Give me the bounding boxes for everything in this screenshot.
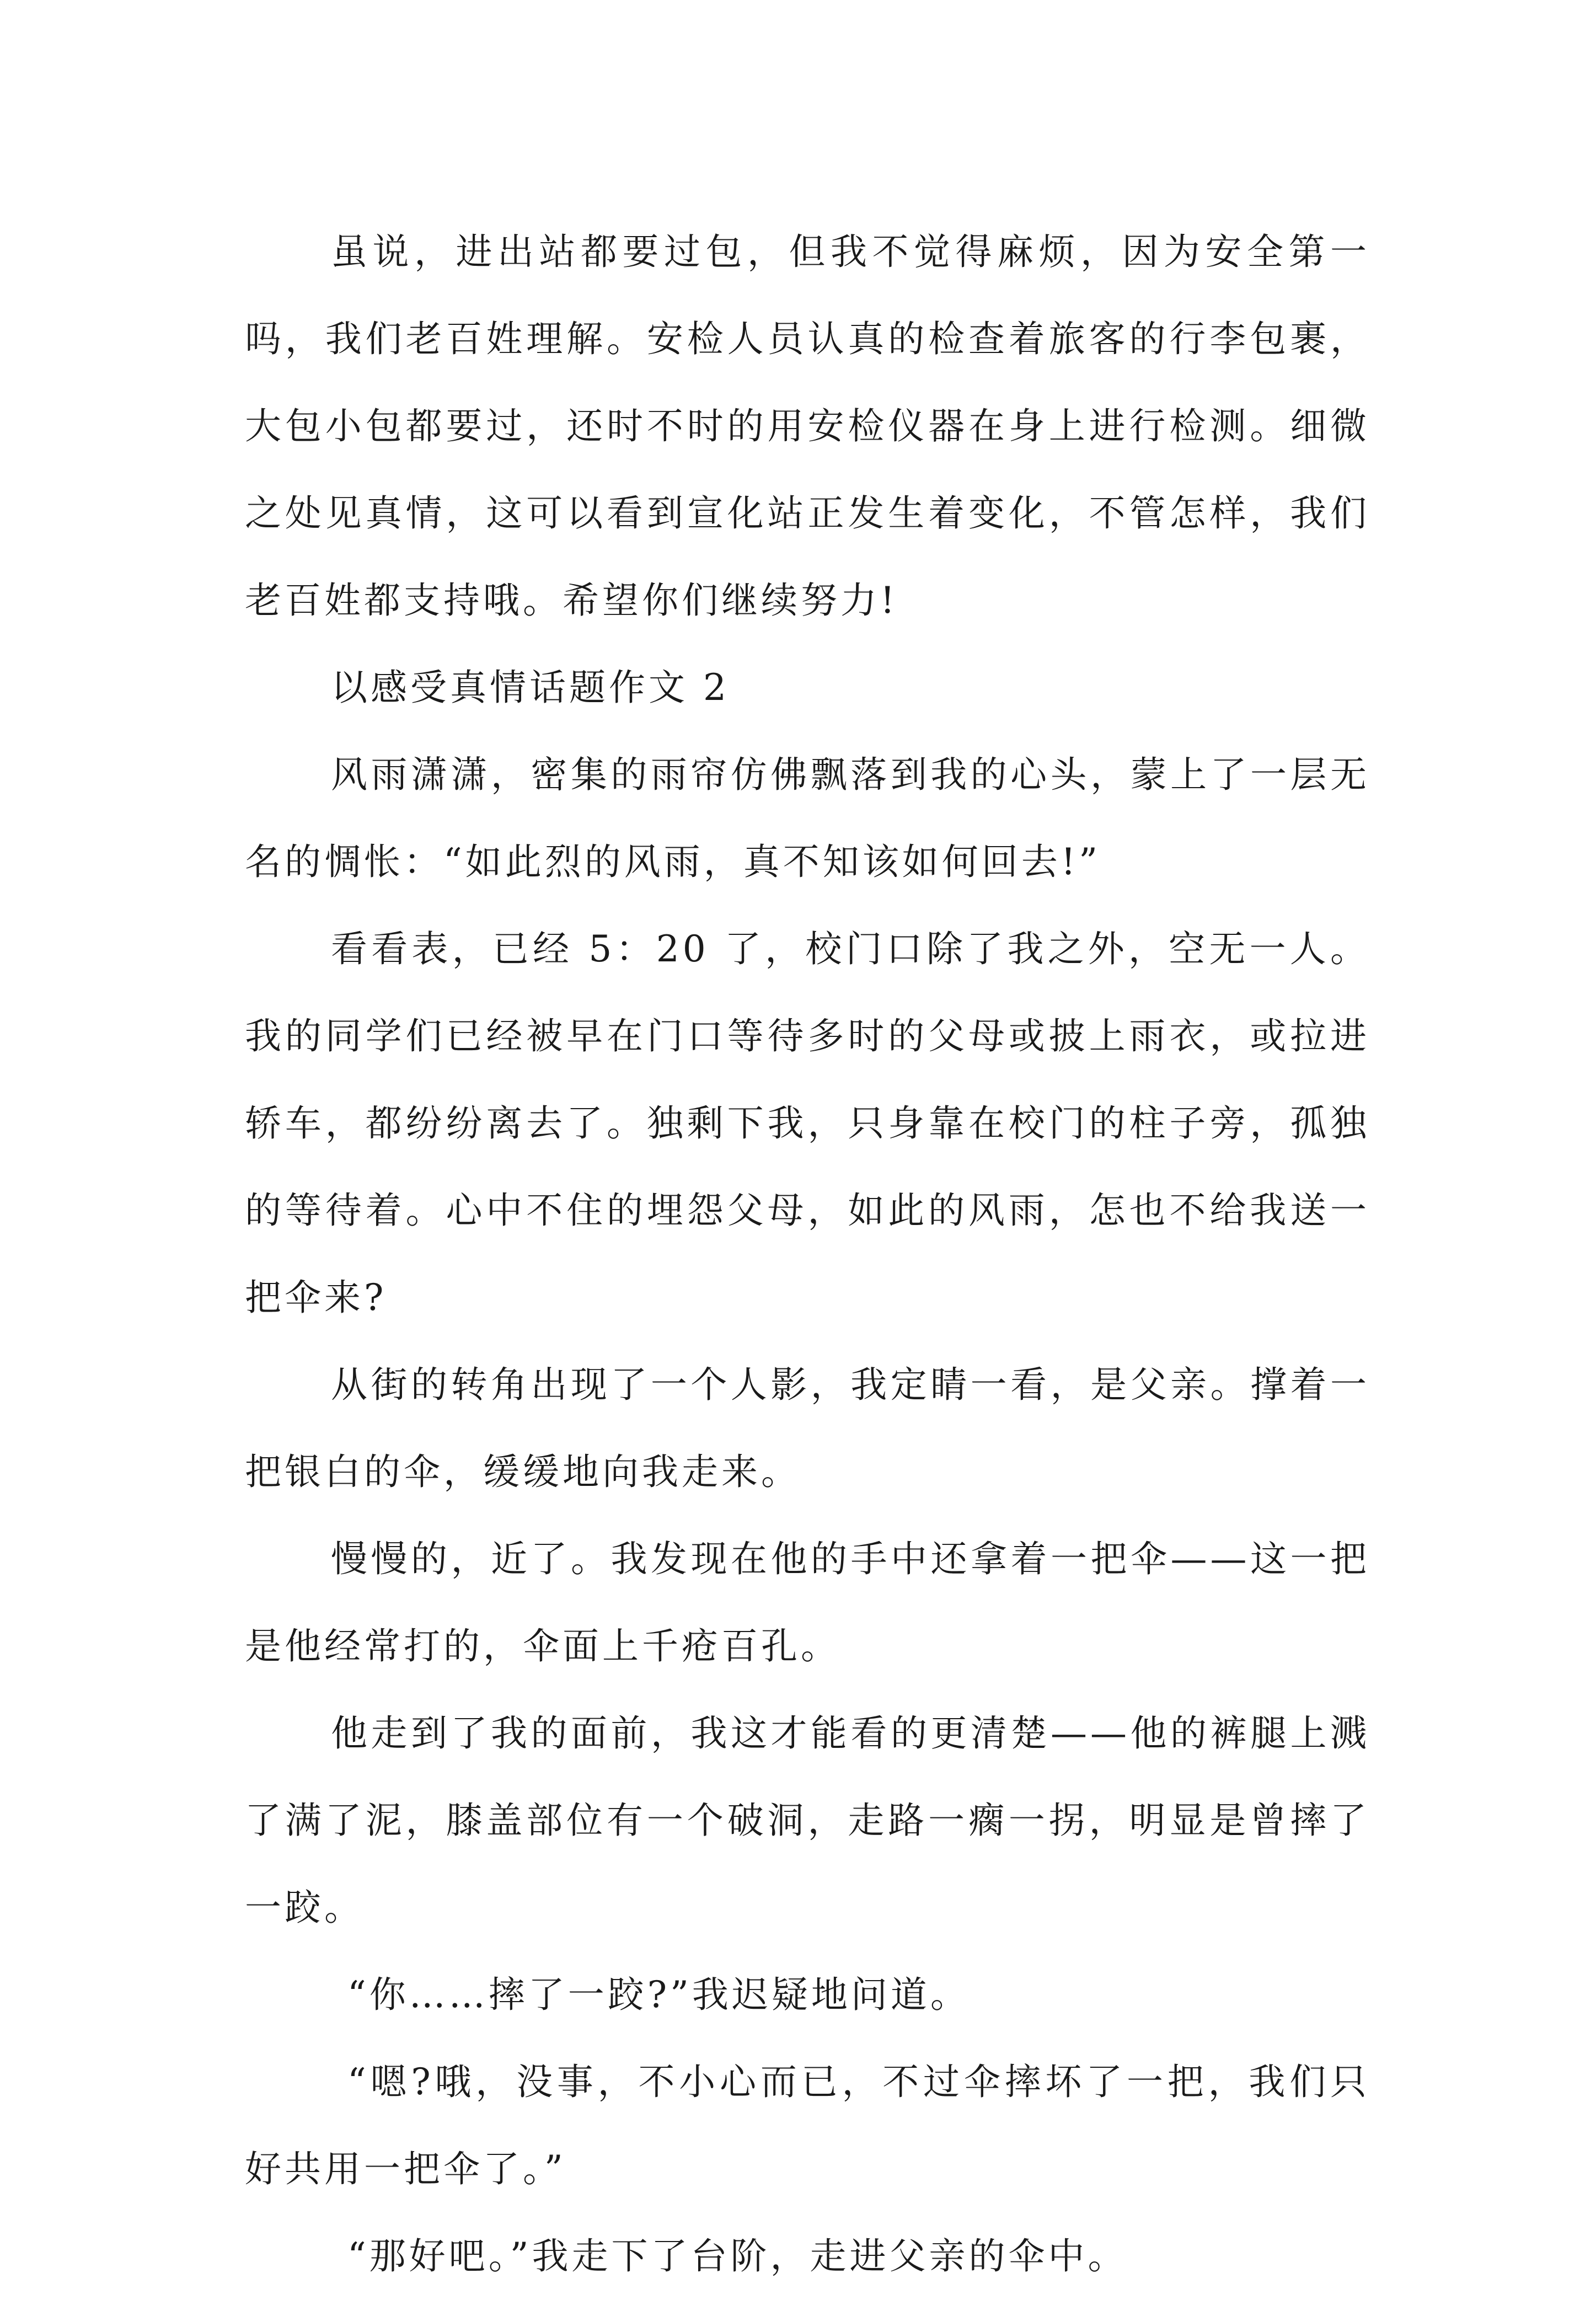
dialog-line-reply: “那好吧。”我走下了台阶，走进父亲的伞中。 xyxy=(347,2235,1128,2277)
essay-heading: 以感受真情话题作文 2 xyxy=(331,666,730,709)
document-body xyxy=(245,208,1370,2300)
paragraph-waiting: 看看表，已经 5：20 了，校门口除了我之外，空无一人。我的同学们已经被早在门口等待多时的父母或披上雨衣，或拉进轿车，都纷纷离去了。独剩下我，只身靠在校门的柱子旁，孤独的等待着。心中不住的埋怨父母，如此的风雨，怎也不给我送一把伞来? xyxy=(245,928,1370,1319)
paragraph-two-umbrellas: 慢慢的，近了。我发现在他的手中还拿着一把伞——这一把是他经常打的，伞面上千疮百孔。 xyxy=(245,1538,1370,1667)
dialog-line-answer: “嗯?哦，没事，不小心而已，不过伞摔坏了一把，我们只好共用一把伞了。” xyxy=(245,2061,1370,2190)
paragraph-wind-rain: 风雨潇潇，密集的雨帘仿佛飘落到我的心头，蒙上了一层无名的惆怅：“如此烈的风雨，真不知该如何回去!” xyxy=(245,753,1370,883)
dialog-line-question: “你……摔了一跤?”我迟疑地问道。 xyxy=(347,1973,970,2016)
paragraph-security-check: 虽说，进出站都要过包，但我不觉得麻烦，因为安全第一吗，我们老百姓理解。安检人员认真的检查着旅客的行李包裹，大包小包都要过，还时不时的用安检仪器在身上进行检测。细微之处见真情，这可以看到宣化站正发生着变化，不管怎样，我们老百姓都支持哦。希望你们继续努力! xyxy=(245,231,1370,622)
paragraph-muddy-trousers: 他走到了我的面前，我这才能看的更清楚——他的裤腿上溅了满了泥，膝盖部位有一个破洞，走路一瘸一拐，明显是曾摔了一跤。 xyxy=(245,1712,1370,1929)
paragraph-father-appears: 从街的转角出现了一个人影，我定睛一看，是父亲。撑着一把银白的伞，缓缓地向我走来。 xyxy=(245,1363,1370,1493)
